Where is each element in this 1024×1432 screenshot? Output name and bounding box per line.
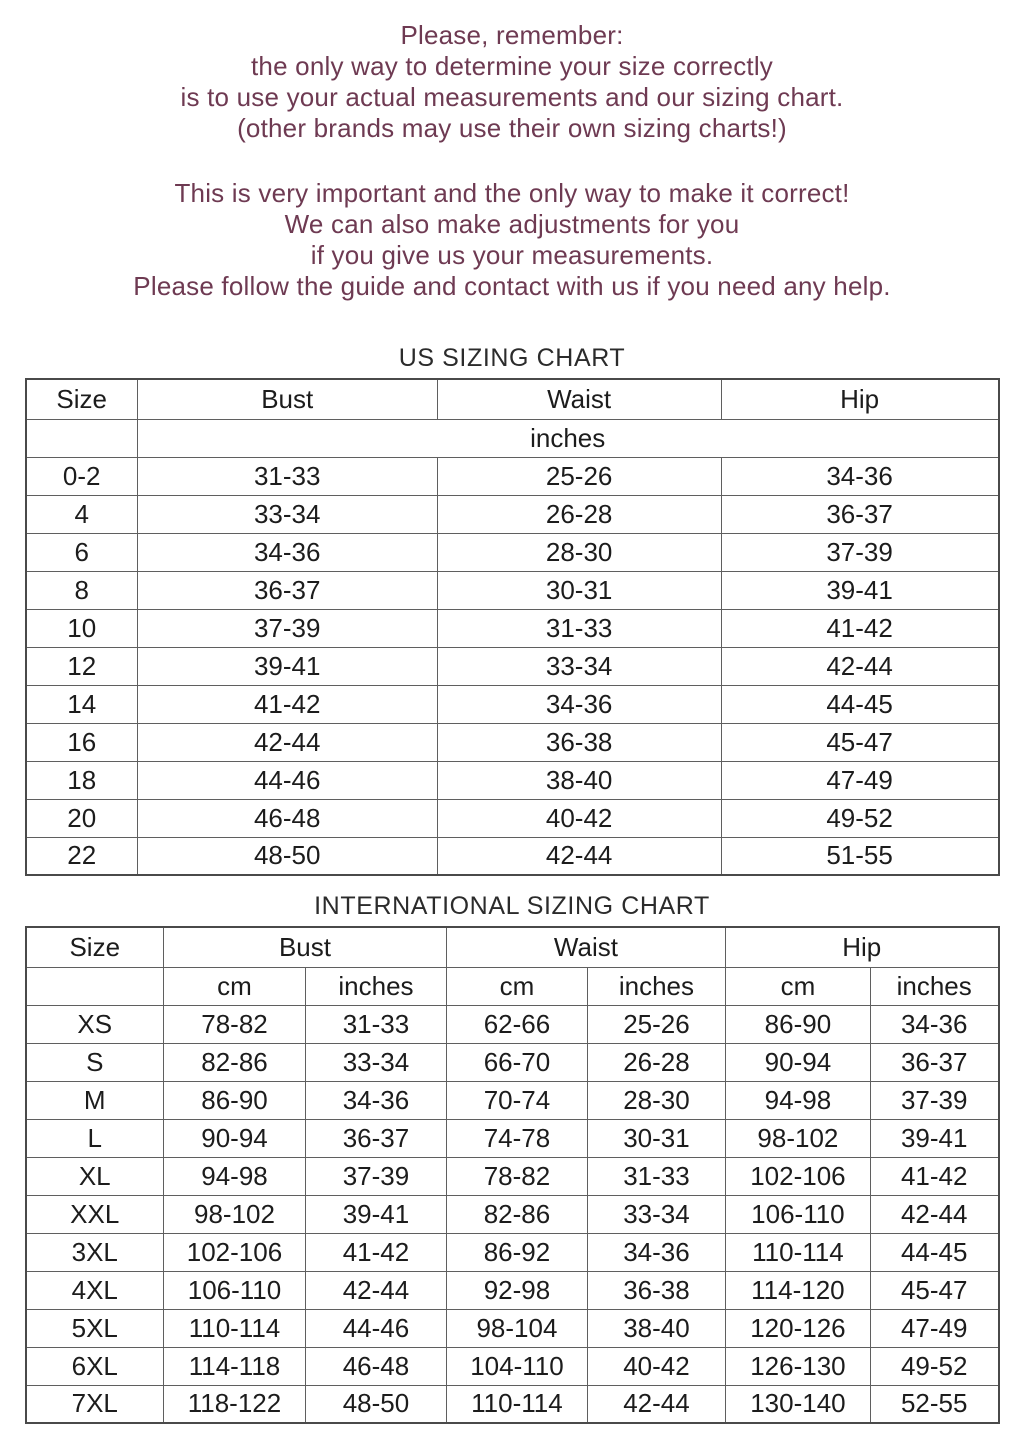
intro-block-2 (0, 178, 1024, 302)
table-cell: XS (26, 1005, 164, 1043)
table-cell: 14 (26, 685, 138, 723)
table-cell: 34-36 (721, 457, 998, 495)
table-cell: 98-102 (725, 1119, 870, 1157)
intro-line: is to use your actual measurements and our sizing chart. (180, 82, 844, 112)
unit-row (26, 967, 999, 1005)
table-cell: 42-44 (137, 723, 437, 761)
table-cell: 40-42 (437, 799, 721, 837)
table-cell: 48-50 (305, 1385, 446, 1423)
table-cell: 42-44 (870, 1195, 998, 1233)
column-header-bust: Bust (164, 927, 447, 967)
table-cell: 51-55 (721, 837, 998, 875)
table-cell: 44-46 (305, 1309, 446, 1347)
table-cell: 90-94 (725, 1043, 870, 1081)
table-cell: 37-39 (721, 533, 998, 571)
table-cell: 31-33 (437, 609, 721, 647)
us-table-body (26, 457, 999, 875)
table-cell: 36-38 (437, 723, 721, 761)
table-cell: 28-30 (437, 533, 721, 571)
table-cell: 8 (26, 571, 138, 609)
table-row (26, 761, 999, 799)
column-header-waist: Waist (437, 379, 721, 419)
table-cell: 39-41 (721, 571, 998, 609)
table-cell: 25-26 (437, 457, 721, 495)
column-header-hip: Hip (725, 927, 998, 967)
intro-block-1 (0, 20, 1024, 144)
table-cell: 40-42 (587, 1347, 725, 1385)
table-cell: 26-28 (587, 1043, 725, 1081)
column-header-hip: Hip (721, 379, 998, 419)
table-cell: 36-38 (587, 1271, 725, 1309)
table-cell: 22 (26, 837, 138, 875)
table-row (26, 457, 999, 495)
unit-label: inches (870, 967, 998, 1005)
table-cell: 62-66 (446, 1005, 587, 1043)
intl-sizing-table (25, 926, 1000, 1424)
table-cell: 31-33 (305, 1005, 446, 1043)
unit-label: inches (587, 967, 725, 1005)
table-cell: 42-44 (437, 837, 721, 875)
table-cell: 12 (26, 647, 138, 685)
table-row (26, 495, 999, 533)
header-row (26, 379, 999, 419)
table-cell: 6 (26, 533, 138, 571)
table-cell: 45-47 (721, 723, 998, 761)
table-cell: 98-104 (446, 1309, 587, 1347)
table-cell: 47-49 (721, 761, 998, 799)
table-cell: 130-140 (725, 1385, 870, 1423)
table-cell: 44-45 (870, 1233, 998, 1271)
intro-line: We can also make adjustments for you (284, 209, 740, 239)
table-cell: L (26, 1119, 164, 1157)
table-cell: 20 (26, 799, 138, 837)
table-row (26, 533, 999, 571)
table-row (26, 799, 999, 837)
table-cell: 106-110 (164, 1271, 306, 1309)
table-cell: 49-52 (721, 799, 998, 837)
intl-table-header (26, 927, 999, 1005)
table-row (26, 1157, 999, 1195)
table-cell: 36-37 (137, 571, 437, 609)
table-cell: 39-41 (305, 1195, 446, 1233)
intro-line: Please follow the guide and contact with us if you need any help. (133, 271, 891, 301)
table-row (26, 571, 999, 609)
table-cell: 16 (26, 723, 138, 761)
table-cell: 38-40 (587, 1309, 725, 1347)
table-cell: 31-33 (587, 1157, 725, 1195)
table-cell: 33-34 (437, 647, 721, 685)
table-cell: 25-26 (587, 1005, 725, 1043)
us-sizing-table (25, 378, 1000, 876)
unit-label: inches (137, 419, 998, 457)
table-row (26, 1385, 999, 1423)
table-cell: 36-37 (721, 495, 998, 533)
table-cell: 33-34 (587, 1195, 725, 1233)
table-cell: 4XL (26, 1271, 164, 1309)
table-cell: S (26, 1043, 164, 1081)
intro-line: the only way to determine your size correctly (251, 51, 773, 81)
table-row (26, 647, 999, 685)
table-cell: 70-74 (446, 1081, 587, 1119)
table-cell: 126-130 (725, 1347, 870, 1385)
table-cell: 49-52 (870, 1347, 998, 1385)
table-cell: 34-36 (437, 685, 721, 723)
unit-row (26, 419, 999, 457)
table-cell: 82-86 (164, 1043, 306, 1081)
table-row (26, 1195, 999, 1233)
column-header-bust: Bust (137, 379, 437, 419)
table-cell: 102-106 (164, 1233, 306, 1271)
table-cell: 78-82 (164, 1005, 306, 1043)
table-cell: 38-40 (437, 761, 721, 799)
header-row (26, 927, 999, 967)
intro-line: if you give us your measurements. (310, 240, 714, 270)
table-cell: 39-41 (137, 647, 437, 685)
table-cell: 106-110 (725, 1195, 870, 1233)
table-row (26, 1005, 999, 1043)
table-cell: 74-78 (446, 1119, 587, 1157)
column-header-size: Size (26, 927, 164, 967)
intro-line: This is very important and the only way to make it correct! (174, 178, 850, 208)
table-cell: 94-98 (164, 1157, 306, 1195)
table-cell: 98-102 (164, 1195, 306, 1233)
table-cell: 42-44 (305, 1271, 446, 1309)
table-cell: 3XL (26, 1233, 164, 1271)
table-cell: 34-36 (137, 533, 437, 571)
table-cell: 33-34 (305, 1043, 446, 1081)
table-cell: 82-86 (446, 1195, 587, 1233)
table-cell: 45-47 (870, 1271, 998, 1309)
table-row (26, 1309, 999, 1347)
table-cell: 7XL (26, 1385, 164, 1423)
table-cell: 86-92 (446, 1233, 587, 1271)
table-cell: 37-39 (305, 1157, 446, 1195)
table-cell: XL (26, 1157, 164, 1195)
table-cell: 18 (26, 761, 138, 799)
table-cell: 86-90 (725, 1005, 870, 1043)
unit-label: cm (725, 967, 870, 1005)
table-cell: 104-110 (446, 1347, 587, 1385)
table-cell: 42-44 (721, 647, 998, 685)
table-cell: 47-49 (870, 1309, 998, 1347)
table-cell: 46-48 (305, 1347, 446, 1385)
table-cell: 28-30 (587, 1081, 725, 1119)
table-cell: 66-70 (446, 1043, 587, 1081)
table-cell: 10 (26, 609, 138, 647)
column-header-waist: Waist (446, 927, 725, 967)
empty-cell (26, 967, 164, 1005)
us-chart-title: US SIZING CHART (398, 344, 626, 372)
table-row (26, 1043, 999, 1081)
table-cell: 110-114 (446, 1385, 587, 1423)
table-cell: 41-42 (137, 685, 437, 723)
table-row (26, 1233, 999, 1271)
table-cell: 44-46 (137, 761, 437, 799)
table-cell: 41-42 (870, 1157, 998, 1195)
table-cell: 5XL (26, 1309, 164, 1347)
table-cell: 94-98 (725, 1081, 870, 1119)
table-cell: 110-114 (725, 1233, 870, 1271)
table-cell: 42-44 (587, 1385, 725, 1423)
table-cell: 34-36 (870, 1005, 998, 1043)
table-cell: 86-90 (164, 1081, 306, 1119)
table-cell: 114-118 (164, 1347, 306, 1385)
table-cell: 110-114 (164, 1309, 306, 1347)
table-row (26, 609, 999, 647)
table-cell: 118-122 (164, 1385, 306, 1423)
table-cell: 46-48 (137, 799, 437, 837)
table-cell: 33-34 (137, 495, 437, 533)
table-cell: 41-42 (305, 1233, 446, 1271)
unit-label: inches (305, 967, 446, 1005)
us-table-header (26, 379, 999, 457)
table-row (26, 1271, 999, 1309)
table-cell: 102-106 (725, 1157, 870, 1195)
table-cell: 6XL (26, 1347, 164, 1385)
table-cell: 120-126 (725, 1309, 870, 1347)
empty-cell (26, 419, 138, 457)
table-cell: 37-39 (137, 609, 437, 647)
table-cell: M (26, 1081, 164, 1119)
intl-chart-title: INTERNATIONAL SIZING CHART (314, 892, 710, 920)
table-cell: 36-37 (305, 1119, 446, 1157)
table-cell: 34-36 (587, 1233, 725, 1271)
table-row (26, 723, 999, 761)
table-cell: 44-45 (721, 685, 998, 723)
table-cell: 30-31 (587, 1119, 725, 1157)
unit-label: cm (164, 967, 306, 1005)
table-cell: 37-39 (870, 1081, 998, 1119)
table-cell: 0-2 (26, 457, 138, 495)
table-cell: XXL (26, 1195, 164, 1233)
intl-table-body (26, 1005, 999, 1423)
table-cell: 26-28 (437, 495, 721, 533)
table-cell: 92-98 (446, 1271, 587, 1309)
table-cell: 36-37 (870, 1043, 998, 1081)
table-row (26, 837, 999, 875)
table-cell: 114-120 (725, 1271, 870, 1309)
table-cell: 34-36 (305, 1081, 446, 1119)
table-cell: 48-50 (137, 837, 437, 875)
table-cell: 78-82 (446, 1157, 587, 1195)
table-cell: 39-41 (870, 1119, 998, 1157)
table-row (26, 1081, 999, 1119)
table-cell: 52-55 (870, 1385, 998, 1423)
table-cell: 41-42 (721, 609, 998, 647)
table-row (26, 1347, 999, 1385)
table-row (26, 685, 999, 723)
unit-label: cm (446, 967, 587, 1005)
table-cell: 30-31 (437, 571, 721, 609)
intro-note (0, 20, 1024, 302)
intro-line: Please, remember: (400, 20, 624, 50)
column-header-size: Size (26, 379, 138, 419)
table-cell: 90-94 (164, 1119, 306, 1157)
table-row (26, 1119, 999, 1157)
intro-line: (other brands may use their own sizing charts!) (237, 113, 787, 143)
table-cell: 31-33 (137, 457, 437, 495)
table-cell: 4 (26, 495, 138, 533)
